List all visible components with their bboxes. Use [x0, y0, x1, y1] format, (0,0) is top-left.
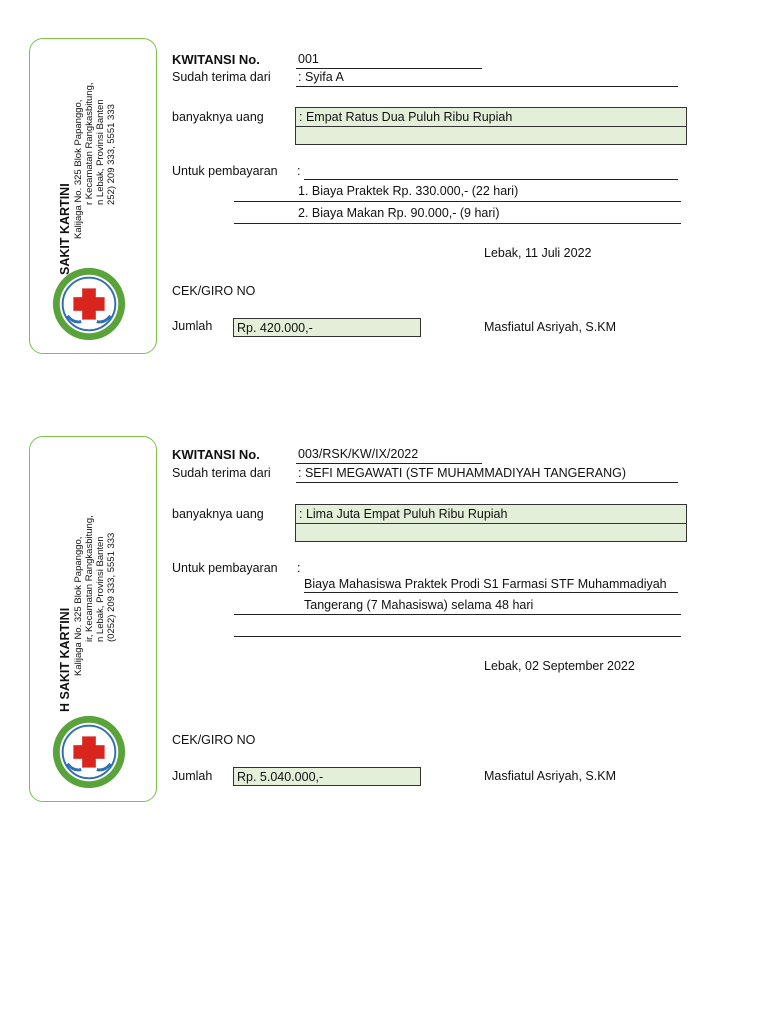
receipt-stub [29, 436, 157, 802]
signer-name: Masfiatul Asriyah, S.KM [484, 320, 616, 334]
payment-label: Untuk pembayaran [172, 164, 278, 178]
amount-label: banyaknya uang [172, 110, 264, 124]
receipt-date: Lebak, 02 September 2022 [484, 659, 635, 673]
underline [234, 614, 681, 615]
jumlah-value: Rp. 420.000,- [237, 321, 313, 335]
cek-giro-label: CEK/GIRO NO [172, 284, 256, 298]
signer-name: Masfiatul Asriyah, S.KM [484, 769, 616, 783]
payment-line: 2. Biaya Makan Rp. 90.000,- (9 hari) [298, 206, 500, 220]
payment-line: Tangerang (7 Mahasiswa) selama 48 hari [304, 598, 534, 612]
stub-address-line: ir, Kecamatan Rangkasbitung, [83, 515, 95, 642]
stub-phone: 252) 209 333, 5551 333 [106, 104, 118, 205]
cek-giro-label: CEK/GIRO NO [172, 733, 256, 747]
underline [304, 592, 678, 593]
stub-phone: (0252) 209 333, 5551 333 [106, 532, 118, 642]
kwitansi-number: 001 [298, 52, 319, 66]
amount-words-row2 [295, 523, 687, 542]
underline [296, 482, 678, 483]
stub-address-line: r Kecamatan Rangkasbitung, [83, 82, 95, 205]
stub-hospital-name: H SAKIT KARTINI [58, 607, 72, 712]
underline [296, 463, 482, 464]
stub-address-line: Kalijaga No. 325 Blok Papanggo, [72, 536, 84, 676]
stub-address-line: n Lebak, Provinsi Banten [95, 99, 107, 205]
hospital-seal-icon [50, 713, 128, 791]
amount-label: banyaknya uang [172, 507, 264, 521]
jumlah-value: Rp. 5.040.000,- [237, 770, 324, 784]
receipt-date: Lebak, 11 Juli 2022 [484, 246, 592, 260]
kwitansi-number: 003/RSK/KW/IX/2022 [298, 447, 419, 461]
payment-line: 1. Biaya Praktek Rp. 330.000,- (22 hari) [298, 184, 519, 198]
underline [234, 636, 681, 637]
payment-colon: : [297, 561, 301, 575]
payment-line: Biaya Mahasiswa Praktek Prodi S1 Farmasi STF Muhammadiyah [304, 577, 667, 591]
received-from: : SEFI MEGAWATI (STF MUHAMMADIYAH TANGERANG) [298, 466, 627, 480]
stub-address-block [58, 515, 138, 722]
amount-words-box [295, 504, 687, 541]
received-label: Sudah terima dari [172, 70, 271, 84]
amount-words: : Lima Juta Empat Puluh Ribu Rupiah [299, 507, 508, 521]
amount-words: : Empat Ratus Dua Puluh Ribu Rupiah [299, 110, 513, 124]
payment-colon: : [297, 164, 301, 178]
jumlah-label: Jumlah [172, 769, 213, 783]
stub-hospital-name: SAKIT KARTINI [58, 183, 72, 275]
stub-address-line: n Lebak, Provinsi Banten [95, 536, 107, 642]
stub-address-line: Kalijaga No. 325 Blok Papanggo, [72, 99, 84, 239]
kwitansi-label: KWITANSI No. [172, 447, 260, 462]
received-label: Sudah terima dari [172, 466, 271, 480]
jumlah-label: Jumlah [172, 319, 213, 333]
payment-label: Untuk pembayaran [172, 561, 278, 575]
received-from: : Syifa A [298, 70, 344, 84]
kwitansi-label: KWITANSI No. [172, 52, 260, 67]
jumlah-box [233, 767, 421, 786]
